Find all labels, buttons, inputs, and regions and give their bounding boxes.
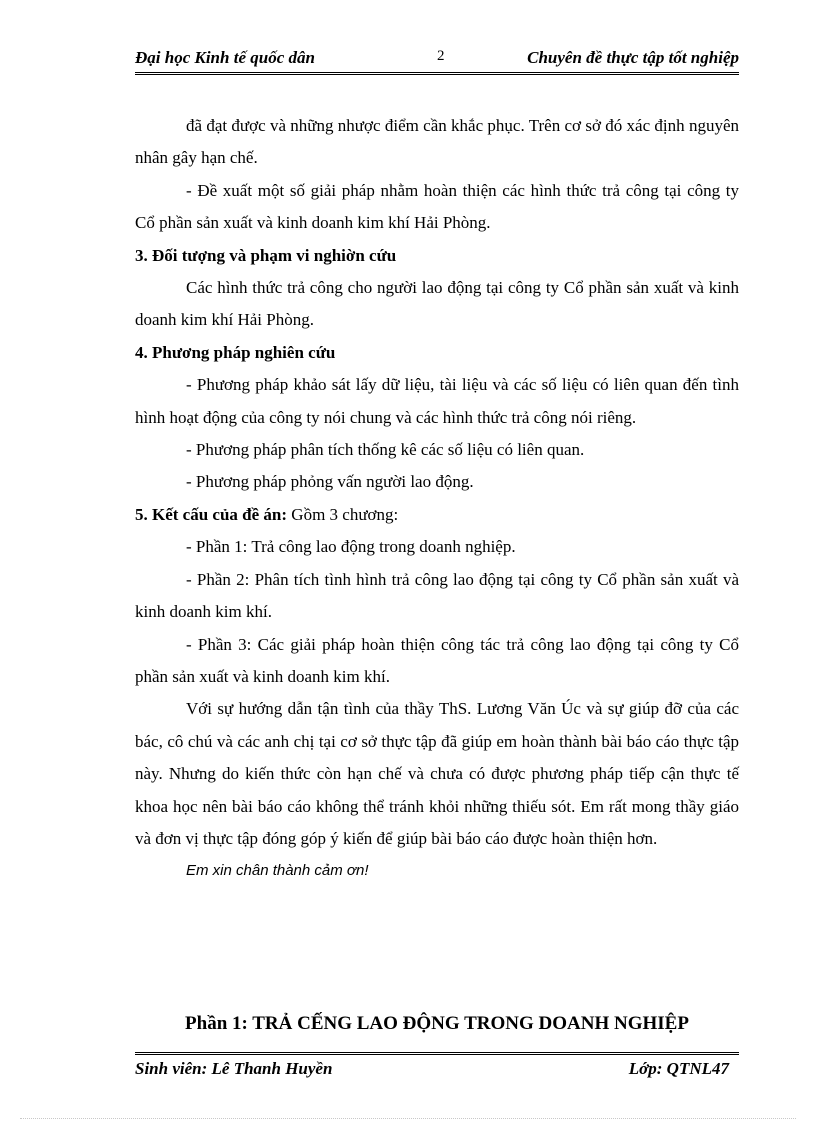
header-report-type: Chuyên đề thực tập tốt nghiệp (527, 48, 739, 67)
part-title: Phần 1: TRẢ CẾNG LAO ĐỘNG TRONG DOANH NGHIỆP (185, 1013, 689, 1034)
heading-research-method: 4. Phương pháp nghiên cứu (135, 342, 336, 362)
page-number: 2 (437, 48, 445, 64)
header-university: Đại học Kinh tế quốc dân (135, 48, 315, 67)
page-bottom-edge (20, 1118, 796, 1119)
heading-structure (135, 499, 739, 531)
heading-structure-rest: Gồm 3 chương: (287, 504, 399, 524)
paragraph-continuation: đã đạt được và những nhược điểm cần khắc phục. Trên cơ sở đó xác định nguyên nhân gây hạn chế. (135, 116, 739, 168)
paragraph-proposal: - Đề xuất một số giải pháp nhằm hoàn thiện các hình thức trả công tại công ty Cổ phần sản xuất và kinh doanh kim khí Hải Phòng. (135, 180, 739, 233)
thanks-line: Em xin chân thành cảm ơn! (186, 862, 369, 880)
paragraph-part-1: - Phần 1: Trả công lao động trong doanh nghiệp. (186, 537, 516, 557)
paragraph-method-survey: - Phương pháp khảo sát lấy dữ liệu, tài liệu và các số liệu có liên quan đến tình hình hoạt động của công ty nói chung và các hình thức trả công nói riêng. (135, 375, 739, 427)
heading-research-scope: 3. Đối tượng và phạm vi nghiờn cứu (135, 245, 397, 265)
footer-class: Lớp: QTNL47 (628, 1059, 729, 1078)
paragraph-research-object: Các hình thức trả công cho người lao động tại công ty Cổ phần sản xuất và kinh doanh kim khí Hải Phòng. (135, 278, 739, 330)
page-header (135, 48, 739, 75)
body-text (135, 110, 739, 888)
heading-structure-label: 5. Kết cấu của đề án: (135, 504, 288, 524)
paragraph-acknowledgement: Với sự hướng dẫn tận tình của thầy ThS. Lương Văn Úc và sự giúp đỡ của các bác, cô chú và các anh chị tại cơ sở thực tập đã giúp em hoàn thành bài báo cáo thực tập này. Nhưng do kiến thức còn hạn chế và chưa có được phương pháp tiếp cận thực tế khoa học nên bài báo cáo không thể tránh khỏi những thiếu sót. Em rất mong thầy giáo và đơn vị thực tập đóng góp ý kiến để giúp bài báo cáo được hoàn thiện hơn. (135, 699, 739, 848)
paragraph-part-2: - Phần 2: Phân tích tình hình trả công lao động tại công ty Cổ phần sản xuất và kinh doanh kim khí. (135, 569, 739, 622)
page-footer (135, 1052, 739, 1081)
paragraph-part-3: - Phần 3: Các giải pháp hoàn thiện công tác trả công lao động tại công ty Cổ phần sản xuất và kinh doanh kim khí. (135, 634, 739, 686)
footer-student: Sinh viên: Lê Thanh Huyền (135, 1059, 333, 1078)
paragraph-method-interview: - Phương pháp phỏng vấn người lao động. (186, 472, 474, 492)
paragraph-method-statistics: - Phương pháp phân tích thống kê các số liệu có liên quan. (186, 440, 585, 460)
